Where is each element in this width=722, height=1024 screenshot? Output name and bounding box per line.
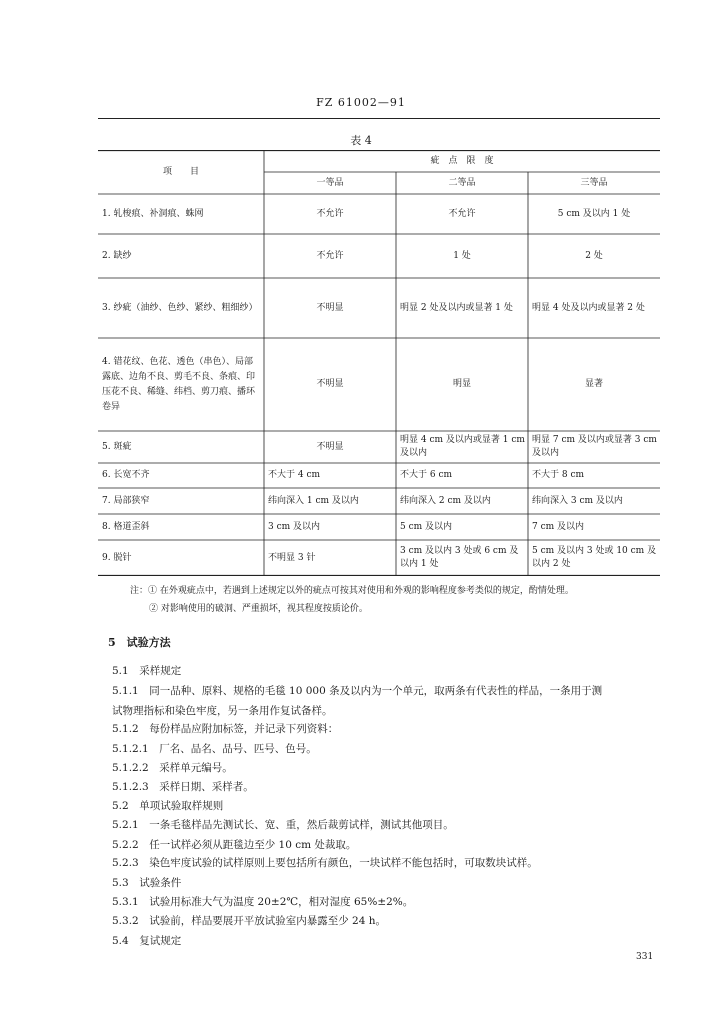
- defect-limit-table: [98, 150, 660, 576]
- column-header-grade-1: 一等品: [316, 177, 344, 188]
- column-header-grade-2: 二等品: [448, 177, 476, 188]
- paragraph: 5.1.2.3 采样日期、采样者。: [112, 781, 254, 793]
- table-cell-grade-2: 明显: [452, 379, 471, 389]
- column-header-item: 项 目: [162, 166, 199, 177]
- paragraph: 5.3.2 试验前，样品要展开平放试验室内暴露至少 24 h。: [112, 915, 387, 927]
- page-number: 331: [636, 952, 654, 962]
- table-cell-grade-2: 不大于 6 cm: [400, 470, 453, 480]
- paragraph: 5.2.3 染色牢度试验的试样原则上要包括所有颜色，一块试样不能包括时，可取数块试样。: [112, 857, 538, 869]
- table-cell-grade-3: 明显 7 cm 及以内或显著 3 cm 及以内: [532, 435, 657, 458]
- header-rule: [98, 118, 660, 119]
- paragraph: 5.2.2 任一试样必须从距毯边至少 10 cm 处裁取。: [112, 839, 357, 851]
- table-cell-grade-3: 7 cm 及以内: [532, 521, 585, 532]
- table-row-item: 3. 纱疵（油纱、色纱、紧纱、粗细纱）: [102, 302, 258, 313]
- table-cell-grade-2: 3 cm 及以内 3 处或 6 cm 及以内 1 处: [400, 546, 519, 569]
- paragraph: 5.1.2.2 采样单元编号。: [112, 762, 233, 774]
- section-heading: 5 试验方法: [108, 636, 171, 649]
- table-cell-grade-1: 不明显: [316, 441, 344, 452]
- table-cell-grade-1: 不允许: [316, 208, 344, 219]
- column-header-grade-3: 三等品: [580, 177, 608, 188]
- table-cell-grade-3: 明显 4 处及以内或显著 2 处: [532, 302, 645, 313]
- paragraph: 试物理指标和染色牢度，另一条用作复试备样。: [112, 705, 333, 717]
- table-cell-grade-1: 不明显: [316, 379, 344, 389]
- paragraph: 5.3.1 试验用标准大气为温度 20±2℃，相对湿度 65%±2%。: [112, 896, 414, 908]
- table-row-item: 8. 格道歪斜: [102, 521, 150, 532]
- table-cell-grade-2: 5 cm 及以内: [400, 521, 453, 532]
- table-title: 表 4: [350, 134, 372, 147]
- table-cell-grade-2: 1 处: [453, 250, 471, 261]
- paragraph: 5.4 复试规定: [112, 935, 182, 947]
- table-row-item: 6. 长宽不齐: [102, 470, 150, 480]
- table-note-1: 注：① 在外观疵点中，若遇到上述规定以外的疵点可按其对使用和外观的影响程度参考类似的规定，酌情处理。: [130, 586, 574, 596]
- table-cell-grade-2: 纬向深入 2 cm 及以内: [400, 495, 491, 506]
- table-note-2: ② 对影响使用的破洞、严重损坏，视其程度按质论价。: [149, 604, 368, 614]
- table-row-item: 5. 斑疵: [102, 441, 132, 452]
- table-cell-grade-1: 不明显 3 针: [268, 552, 316, 563]
- paragraph: 5.1.2.1 厂名、品名、品号、匹号、色号。: [112, 743, 317, 755]
- table-row-item: 1. 轧梭痕、补洞痕、蛛网: [102, 208, 204, 219]
- paragraph: 5.3 试验条件: [112, 877, 182, 889]
- table-cell-grade-3: 5 cm 及以内 1 处: [557, 208, 631, 219]
- table-cell-grade-1: 不允许: [316, 250, 344, 261]
- table-cell-grade-3: 2 处: [585, 250, 603, 261]
- paragraph: 5.1.2 每份样品应附加标签，并记录下列资料：: [112, 723, 339, 735]
- table-cell-grade-2: 明显 2 处及以内或显著 1 处: [400, 302, 513, 313]
- standard-code: FZ 61002—91: [316, 96, 406, 109]
- paragraph: 5.1.1 同一品种、原料、规格的毛毯 10 000 条及以内为一个单元，取两条有代表性的样品，一条用于测: [112, 685, 603, 697]
- table-cell-grade-1: 不明显: [316, 302, 344, 313]
- table-row-item: 9. 脱针: [102, 552, 132, 563]
- table-cell-grade-1: 不大于 4 cm: [268, 470, 321, 480]
- table-cell-grade-3: 显著: [584, 379, 603, 389]
- table-cell-grade-3: 纬向深入 3 cm 及以内: [532, 495, 623, 506]
- table-cell-grade-3: 不大于 8 cm: [532, 470, 585, 480]
- table-row-item: 4. 错花纹、色花、透色（串色）、局部露底、边角不良、剪毛不良、条痕、印压花不良、稀缝、纬档、剪刀痕、播环卷异: [102, 356, 256, 412]
- paragraph: 5.2 单项试验取样规则: [112, 800, 224, 812]
- table-cell-grade-1: 3 cm 及以内: [268, 521, 321, 532]
- paragraph: 5.1 采样规定: [112, 665, 182, 677]
- paragraph: 5.2.1 一条毛毯样品先测试长、宽、重，然后裁剪试样，测试其他项目。: [112, 819, 454, 831]
- table-cell-grade-1: 纬向深入 1 cm 及以内: [268, 495, 359, 506]
- column-header-defect-limit: 疵 点 限 度: [430, 155, 494, 166]
- table-row-item: 7. 局部狭窄: [102, 495, 150, 506]
- table-row-item: 2. 缺纱: [102, 250, 132, 261]
- table-cell-grade-2: 不允许: [448, 208, 476, 219]
- table-cell-grade-2: 明显 4 cm 及以内或显著 1 cm 及以内: [400, 435, 525, 458]
- table-cell-grade-3: 5 cm 及以内 3 处或 10 cm 及以内 2 处: [532, 546, 657, 569]
